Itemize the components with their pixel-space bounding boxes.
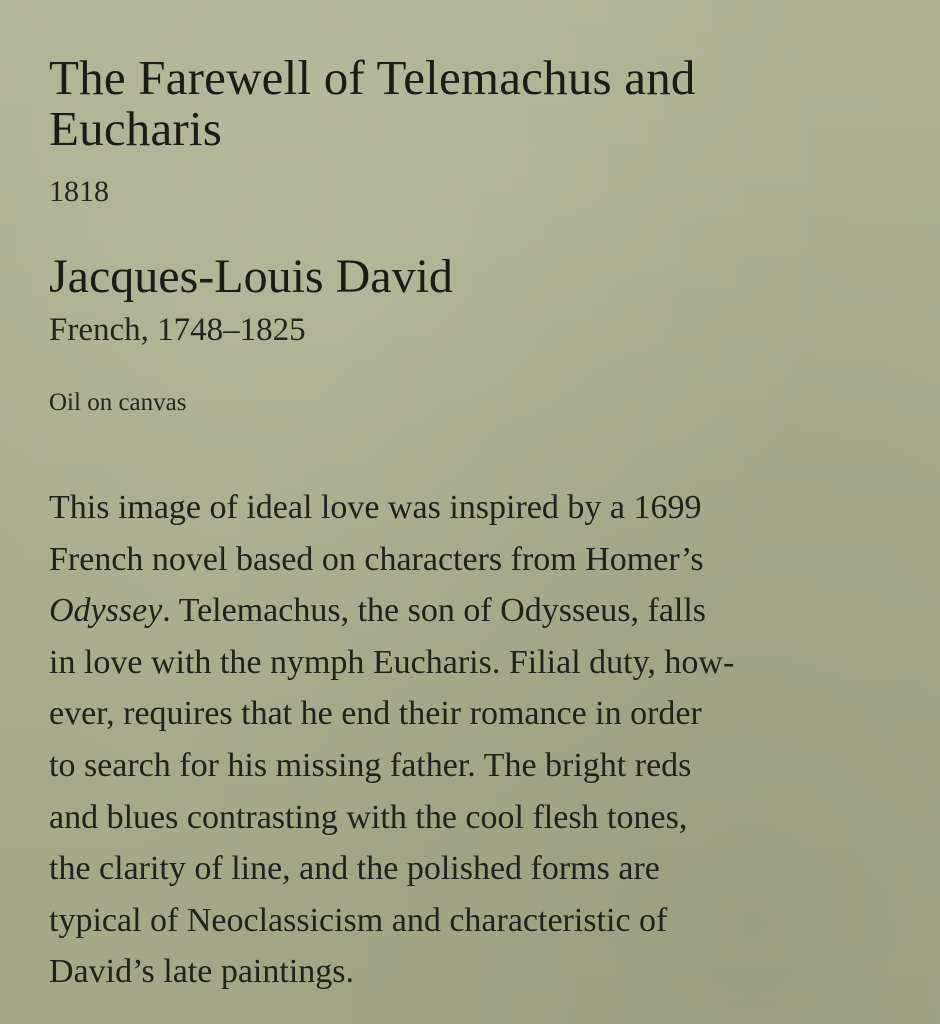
- description-line: to search for his missing father. The bright reds: [49, 746, 692, 784]
- artwork-date: 1818: [49, 175, 109, 208]
- description-line: in love with the nymph Eucharis. Filial duty, how-: [49, 643, 735, 681]
- artwork-description: [49, 482, 909, 998]
- artist-name: Jacques-Louis David: [49, 250, 453, 303]
- artist-nationality-dates: French, 1748–1825: [49, 312, 306, 348]
- description-line: [49, 585, 909, 637]
- description-line: typical of Neoclassicism and characteristic of: [49, 901, 668, 939]
- odyssey-title: Odyssey: [49, 592, 163, 630]
- description-line-rest: . Telemachus, the son of Odysseus, falls: [162, 592, 707, 630]
- artwork-medium: Oil on canvas: [49, 389, 187, 416]
- artwork-title: The Farewell of Telemachus and Eucharis: [49, 50, 696, 156]
- description-line: David’s late paintings.: [49, 953, 355, 991]
- description-line: and blues contrasting with the cool flesh tones,: [49, 798, 688, 836]
- description-line: French novel based on characters from Homer’s: [49, 540, 704, 578]
- description-line: ever, requires that he end their romance in order: [49, 695, 702, 733]
- description-line: the clarity of line, and the polished forms are: [49, 850, 660, 888]
- description-line: This image of ideal love was inspired by a 1699: [49, 489, 702, 526]
